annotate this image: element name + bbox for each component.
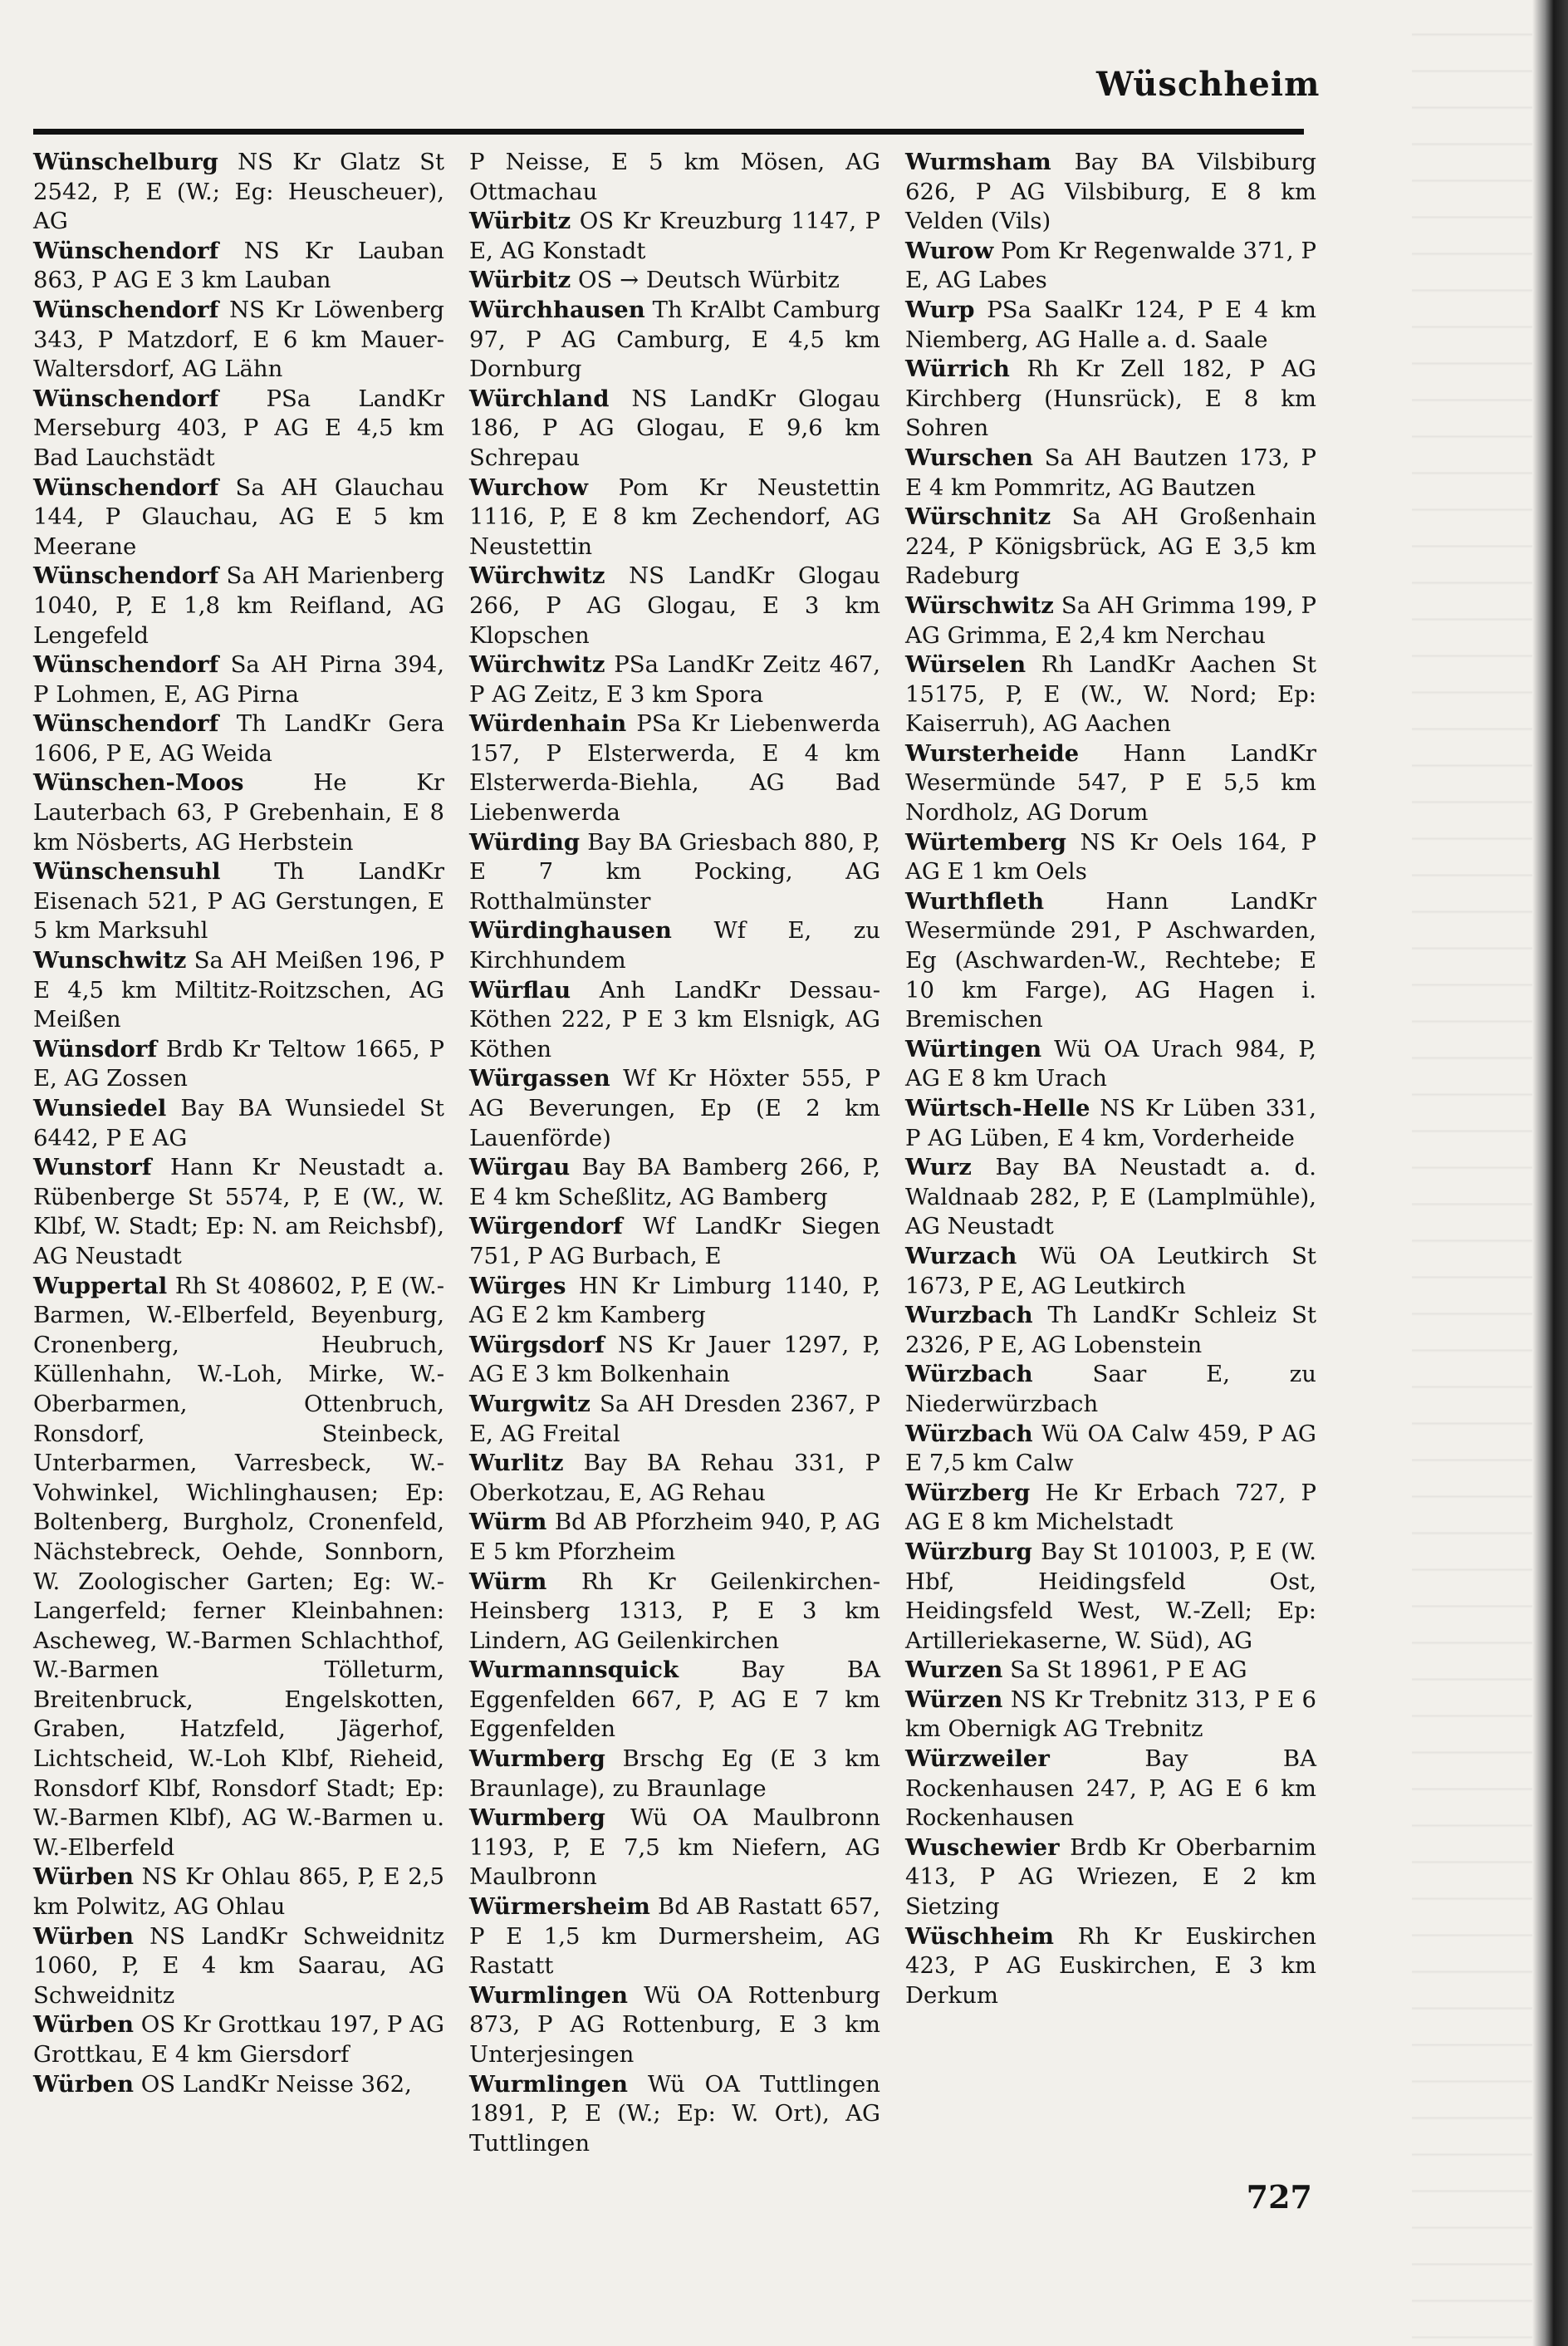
entry-description: Rh Kr Euskirchen 423, P AG Euskirchen, E 3 km Derkum	[905, 1922, 1316, 2009]
entry-place-name: Wunstorf	[33, 1154, 152, 1181]
gazetteer-entry	[905, 1656, 1316, 1686]
gazetteer-entry	[905, 591, 1316, 650]
gazetteer-entry	[905, 1301, 1316, 1360]
entry-place-name: Wurmberg	[469, 1804, 605, 1832]
entry-description: Sa AH Grimma 199, P AG Grimma, E 2,4 km Nerchau	[905, 591, 1316, 649]
gazetteer-entry	[33, 474, 444, 562]
entry-place-name: Wünschendorf	[33, 651, 219, 679]
entry-place-name: Würges	[469, 1272, 566, 1299]
entry-place-name: Würrich	[905, 356, 1010, 383]
entry-description: Bay BA Griesbach 880, P, E 7 km Pocking, AG Rotthalmünster	[469, 828, 881, 915]
gazetteer-entry	[905, 650, 1316, 739]
entry-place-name: Würbitz	[469, 208, 571, 235]
entry-place-name: Wüschheim	[905, 1922, 1055, 1950]
gazetteer-entry	[469, 562, 880, 650]
entry-place-name: Wünschendorf	[33, 296, 219, 323]
gazetteer-entry	[469, 266, 880, 296]
gazetteer-entry	[905, 1922, 1316, 2011]
entry-description: Hann LandKr Wesermünde 291, P Aschwarden, Eg (Aschwarden-W., Rechtebe; E 10 km Farge), AG Hagen i. Bremischen	[905, 887, 1316, 1033]
entry-description: Sa AH Marienberg 1040, P, E 1,8 km Reifland, AG Lengefeld	[33, 562, 444, 649]
gazetteer-entry	[33, 2070, 444, 2100]
entry-place-name: Wurgwitz	[469, 1390, 590, 1417]
entry-description: Sa AH Großenhain 224, P Königsbrück, AG E 3,5 km Radeburg	[905, 503, 1316, 590]
binding-edge-shadow	[1532, 0, 1568, 2346]
gazetteer-entry	[33, 1153, 444, 1271]
entry-description: Sa AH Meißen 196, P E 4,5 km Miltitz-Roitzschen, AG Meißen	[33, 947, 445, 1033]
entry-description: Brdb Kr Teltow 1665, P E, AG Zossen	[33, 1035, 444, 1092]
entry-description: Wü OA Rottenburg 873, P AG Rottenburg, E 3 km Unterjesingen	[469, 1981, 880, 2068]
entry-place-name: Wurmannsquick	[469, 1656, 679, 1684]
entry-description: Wü OA Urach 984, P, AG E 8 km Urach	[905, 1035, 1316, 1092]
gazetteer-entry	[33, 946, 444, 1035]
entry-description: Rh St 408602, P, E (W.-Barmen, W.-Elberfeld, Beyenburg, Cronenberg, Heubruch, Küllenhahn, W.-Loh, Mirke, W.-Oberbarmen, Ottenbruch, Ronsdorf, Steinbeck, Unterbarmen, Varresbeck, W.-Vohwinkel, Wichlinghausen; Ep: Boltenberg, Burgholz, Cronenfeld, Nächstebreck, Oehde, Sonnborn, W. Zoologischer Garten; Eg: W.-Langerfeld; ferner Kleinbahnen: Ascheweg, W.-Barmen Schlachthof, W.-Barmen Tölleturm, Breitenbruck, Engelskotten, Graben, Hatzfeld, Jägerhof, Lichtscheid, W.-Loh Klbf, Rieheid, Ronsdorf Klbf, Ronsdorf Stadt; Ep: W.-Barmen Klbf), AG W.-Barmen u. W.-Elberfeld	[33, 1272, 444, 1861]
entry-place-name: Wünschen-Moos	[33, 769, 244, 797]
gazetteer-entry	[33, 148, 444, 237]
entry-description: NS Kr Lüben 331, P AG Lüben, E 4 km, Vorderheide	[905, 1095, 1317, 1151]
entry-description: NS Kr Glatz St 2542, P, E (W.; Eg: Heuscheuer), AG	[33, 149, 444, 235]
gazetteer-entry	[33, 296, 444, 385]
entry-description: Bay BA Eggenfelden 667, P, AG E 7 km Eggenfelden	[469, 1656, 880, 1743]
entry-description: Pom Kr Regenwalde 371, P E, AG Labes	[905, 237, 1316, 294]
gazetteer-entry	[905, 828, 1316, 887]
entry-place-name: Wurmlingen	[469, 1981, 628, 2009]
entry-description: Sa AH Dresden 2367, P E, AG Freital	[469, 1390, 880, 1447]
gazetteer-entry	[469, 1981, 880, 2070]
gazetteer-entry	[469, 916, 880, 975]
gazetteer-entry	[469, 474, 880, 562]
entry-description: OS Kr Grottkau 197, P AG Grottkau, E 4 km Giersdorf	[33, 2011, 444, 2068]
entry-place-name: Würselen	[905, 651, 1027, 679]
gazetteer-entry	[469, 709, 880, 827]
entry-place-name: Würben	[33, 2011, 134, 2039]
gazetteer-entry	[905, 503, 1316, 591]
entry-place-name: Würtingen	[905, 1035, 1042, 1063]
entry-place-name: Würgassen	[469, 1065, 610, 1092]
entry-description: Rh LandKr Aachen St 15175, P, E (W., W. Nord; Ep: Kaiserruh), AG Aachen	[905, 651, 1316, 738]
entry-description: Bay BA Wunsiedel St 6442, P E AG	[33, 1095, 444, 1151]
entry-description: PSa LandKr Merseburg 403, P AG E 4,5 km Bad Lauchstädt	[33, 385, 444, 471]
entry-description: NS Kr Trebnitz 313, P E 6 km Obernigk AG Trebnitz	[905, 1686, 1316, 1743]
entry-place-name: Würchwitz	[469, 651, 605, 679]
entry-description: Rh Kr Zell 182, P AG Kirchberg (Hunsrück), E 8 km Sohren	[905, 356, 1316, 442]
column-3	[905, 148, 1316, 2010]
gazetteer-entry	[905, 1035, 1316, 1094]
entry-description: Wf E, zu Kirchhundem	[469, 917, 880, 974]
gazetteer-entry	[905, 1479, 1316, 1538]
entry-description: Bay BA Bamberg 266, P, E 4 km Scheßlitz, AG Bamberg	[469, 1154, 880, 1210]
entry-place-name: Wünschensuhl	[33, 858, 221, 886]
gazetteer-entry	[905, 1686, 1316, 1745]
entry-place-name: Wurp	[905, 296, 975, 323]
entry-description: He Kr Lauterbach 63, P Grebenhain, E 8 km Nösberts, AG Herbstein	[33, 769, 444, 856]
gazetteer-entry	[33, 237, 444, 296]
gazetteer-entry	[469, 1656, 880, 1745]
entry-place-name: Würben	[33, 1922, 134, 1950]
entry-place-name: Wunsiedel	[33, 1095, 167, 1121]
gazetteer-entry	[469, 1212, 880, 1271]
entry-place-name: Würzweiler	[905, 1745, 1050, 1773]
page-edge-texture	[1412, 0, 1532, 2346]
entry-description: Wü OA Maulbronn 1193, P, E 7,5 km Niefern, AG Maulbronn	[469, 1804, 880, 1891]
gazetteer-entry	[469, 1331, 880, 1390]
entry-place-name: Würschwitz	[905, 591, 1054, 619]
entry-place-name: Würzburg	[905, 1538, 1032, 1565]
entry-description: OS Kr Kreuzburg 1147, P E, AG Konstadt	[469, 208, 881, 264]
entry-description: NS Kr Jauer 1297, P, AG E 3 km Bolkenhain	[469, 1331, 880, 1388]
entry-place-name: Wunschwitz	[33, 947, 187, 974]
gazetteer-entry	[905, 355, 1316, 444]
gazetteer-entry	[469, 650, 880, 709]
gazetteer-entry	[33, 1272, 444, 1863]
entry-place-name: Wurz	[905, 1154, 972, 1181]
gazetteer-entry	[469, 1390, 880, 1449]
entry-description: PSa LandKr Zeitz 467, P AG Zeitz, E 3 km Spora	[469, 651, 880, 708]
entry-place-name: Würchhausen	[469, 296, 645, 323]
entry-place-name: Wurschen	[905, 444, 1033, 471]
entry-description: Th LandKr Gera 1606, P E, AG Weida	[33, 710, 445, 767]
entry-place-name: Wünschendorf	[33, 562, 219, 590]
entry-place-name: Würm	[469, 1568, 547, 1595]
gazetteer-entry	[469, 207, 880, 266]
entry-description: NS Kr Löwenberg 343, P Matzdorf, E 6 km Mauer-Waltersdorf, AG Lähn	[33, 296, 445, 383]
column-2	[469, 148, 880, 2158]
gazetteer-entry	[469, 1892, 880, 1981]
entry-description: Bay BA Neustadt a. d. Waldnaab 282, P, E (Lamplmühle), AG Neustadt	[905, 1154, 1316, 1240]
page-number: 727	[1246, 2178, 1312, 2216]
gazetteer-entry	[469, 1449, 880, 1508]
gazetteer-entry	[905, 1153, 1316, 1242]
entry-description: Bd AB Pforzheim 940, P, AG E 5 km Pforzheim	[469, 1509, 880, 1565]
gazetteer-entry	[33, 768, 444, 857]
entry-description: Bay St 101003, P, E (W. Hbf, Heidingsfeld Ost, Heidingsfeld West, W.-Zell; Ep: Artilleriekaserne, W. Süd), AG	[905, 1538, 1316, 1654]
entry-description: NS Kr Oels 164, P AG E 1 km Oels	[905, 828, 1316, 886]
entry-description: Th LandKr Eisenach 521, P AG Gerstungen, E 5 km Marksuhl	[33, 858, 444, 945]
entry-place-name: Würzbach	[905, 1420, 1033, 1447]
gazetteer-entry	[33, 1094, 444, 1153]
entry-place-name: Würzbach	[905, 1361, 1033, 1388]
entry-place-name: Wünschendorf	[33, 385, 219, 412]
entry-description: NS LandKr Glogau 186, P AG Glogau, E 9,6 km Schrepau	[469, 385, 881, 471]
entry-place-name: Würflau	[469, 976, 571, 1004]
entry-place-name: Wünschendorf	[33, 237, 219, 264]
entry-description: NS Kr Ohlau 865, P, E 2,5 km Polwitz, AG Ohlau	[33, 1863, 444, 1921]
entry-description: Brdb Kr Oberbarnim 413, P AG Wriezen, E 2 km Sietzing	[905, 1833, 1316, 1921]
entry-place-name: Würschnitz	[905, 503, 1051, 531]
entry-description: Saar E, zu Niederwürzbach	[905, 1361, 1316, 1417]
running-head: Wüschheim	[1096, 65, 1321, 104]
entry-place-name: Würdinghausen	[469, 917, 672, 945]
gazetteer-entry	[469, 1804, 880, 1892]
gazetteer-entry	[33, 857, 444, 946]
entry-description: Rh Kr Geilenkirchen-Heinsberg 1313, P, E 3 km Lindern, AG Geilenkirchen	[469, 1568, 880, 1654]
entry-description: Anh LandKr Dessau-Köthen 222, P E 3 km Elsnigk, AG Köthen	[469, 976, 880, 1063]
entry-description: HN Kr Limburg 1140, P, AG E 2 km Kamberg	[469, 1272, 880, 1329]
entry-place-name: Wurzen	[905, 1656, 1003, 1684]
gazetteer-entry	[469, 385, 880, 474]
entry-place-name: Wurzbach	[905, 1302, 1033, 1329]
gazetteer-entry	[469, 296, 880, 385]
entry-description: Th KrAlbt Camburg 97, P AG Camburg, E 4,5 km Dornburg	[469, 296, 880, 383]
gazetteer-entry	[33, 650, 444, 709]
entry-description: Bay BA Vilsbiburg 626, P AG Vilsbiburg, E 8 km Velden (Vils)	[905, 149, 1317, 235]
gazetteer-entry	[469, 1272, 880, 1331]
entry-description: Bay BA Rehau 331, P Oberkotzau, E, AG Rehau	[469, 1450, 880, 1506]
gazetteer-entry	[33, 562, 444, 650]
entry-description: Th LandKr Schleiz St 2326, P E, AG Lobenstein	[905, 1302, 1316, 1358]
entry-description: OS LandKr Neisse 362,	[140, 2070, 412, 2098]
entry-description: Sa St 18961, P E AG	[1010, 1656, 1247, 1684]
entry-description: He Kr Erbach 727, P AG E 8 km Michelstadt	[905, 1479, 1316, 1536]
entry-description: NS Kr Lauban 863, P AG E 3 km Lauban	[33, 237, 444, 294]
entry-place-name: Würben	[33, 1863, 134, 1891]
entry-place-name: Würbitz	[469, 267, 571, 294]
entry-place-name: Würtemberg	[905, 828, 1066, 856]
gazetteer-entry	[905, 1360, 1316, 1419]
entry-place-name: Wurthfleth	[905, 887, 1045, 915]
gazetteer-entry	[469, 1568, 880, 1656]
gazetteer-entry	[469, 1508, 880, 1567]
entry-description: Bay BA Rockenhausen 247, P, AG E 6 km Rockenhausen	[905, 1745, 1316, 1832]
entry-place-name: Würgau	[469, 1154, 571, 1181]
column-1	[33, 148, 444, 2099]
entry-place-name: Wuppertal	[33, 1272, 168, 1299]
gazetteer-entry	[905, 739, 1316, 828]
entry-columns	[33, 148, 1317, 2167]
entry-description: NS LandKr Schweidnitz 1060, P, E 4 km Saarau, AG Schweidnitz	[33, 1922, 444, 2009]
entry-description: Wf Kr Höxter 555, P AG Beverungen, Ep (E 2 km Lauenförde)	[469, 1065, 880, 1151]
gazetteer-entry	[33, 709, 444, 768]
entry-place-name: Wurow	[905, 237, 994, 264]
entry-place-name: Wünschendorf	[33, 474, 219, 501]
gazetteer-entry	[905, 296, 1316, 355]
entry-description: Pom Kr Neustettin 1116, P, E 8 km Zechendorf, AG Neustettin	[469, 474, 880, 560]
gazetteer-entry	[905, 444, 1316, 503]
entry-description: Brschg Eg (E 3 km Braunlage), zu Braunlage	[469, 1745, 880, 1802]
gazetteer-entry	[905, 1094, 1316, 1153]
entry-place-name: Wursterheide	[905, 739, 1080, 767]
entry-description: PSa Kr Liebenwerda 157, P Elsterwerda, E 4 km Elsterwerda-Biehla, AG Bad Liebenwerda	[469, 710, 880, 827]
entry-description: Sa AH Pirna 394, P Lohmen, E, AG Pirna	[33, 651, 444, 708]
entry-place-name: Würm	[469, 1509, 547, 1536]
entry-description: Wü OA Tuttlingen 1891, P, E (W.; Ep: W. Ort), AG Tuttlingen	[469, 2070, 880, 2157]
entry-description: Wf LandKr Siegen 751, P AG Burbach, E	[469, 1213, 880, 1269]
header-rule	[33, 129, 1304, 135]
entry-place-name: Würgendorf	[469, 1213, 623, 1240]
entry-place-name: Würben	[33, 2070, 134, 2098]
gazetteer-entry	[905, 148, 1316, 237]
entry-place-name: Wurlitz	[469, 1450, 564, 1477]
entry-place-name: Wünschelburg	[33, 149, 218, 175]
entry-description: Wü OA Leutkirch St 1673, P E, AG Leutkirch	[905, 1242, 1316, 1299]
gazetteer-entry	[469, 1064, 880, 1153]
entry-place-name: Wurmlingen	[469, 2070, 628, 2098]
entry-place-name: Wurzach	[905, 1242, 1017, 1269]
entry-place-name: Würgsdorf	[469, 1331, 605, 1358]
gazetteer-entry	[469, 828, 880, 917]
entry-place-name: Wünsdorf	[33, 1035, 158, 1063]
entry-place-name: Würzen	[905, 1686, 1003, 1713]
gazetteer-entry	[905, 887, 1316, 1035]
gazetteer-entry	[33, 385, 444, 474]
entry-place-name: Würtsch-Helle	[905, 1095, 1090, 1121]
entry-description: Hann LandKr Wesermünde 547, P E 5,5 km Nordholz, AG Dorum	[905, 739, 1316, 827]
entry-description: P Neisse, E 5 km Mösen, AG Ottmachau	[469, 149, 880, 205]
entry-description: Bd AB Rastatt 657, P E 1,5 km Durmersheim, AG Rastatt	[469, 1893, 880, 1980]
entry-place-name: Würzberg	[905, 1479, 1031, 1506]
entry-description: OS → Deutsch Würbitz	[578, 267, 840, 294]
entry-place-name: Wuschewier	[905, 1833, 1060, 1861]
entry-place-name: Würdenhain	[469, 710, 627, 738]
entry-place-name: Wurmberg	[469, 1745, 605, 1773]
entry-place-name: Würchwitz	[469, 562, 605, 590]
entry-place-name: Wurchow	[469, 474, 589, 501]
gazetteer-entry	[905, 1833, 1316, 1922]
entry-place-name: Würding	[469, 828, 581, 856]
entry-description: NS LandKr Glogau 266, P AG Glogau, E 3 km Klopschen	[469, 562, 880, 649]
entry-description: Sa AH Bautzen 173, P E 4 km Pommritz, AG Bautzen	[905, 444, 1316, 501]
gazetteer-entry	[905, 237, 1316, 296]
entry-description: Sa AH Glauchau 144, P Glauchau, AG E 5 km Meerane	[33, 474, 444, 560]
gazetteer-entry	[905, 1538, 1316, 1656]
gazetteer-entry	[33, 2010, 444, 2069]
gazetteer-entry	[905, 1242, 1316, 1301]
entry-place-name: Würchland	[469, 385, 610, 412]
gazetteer-entry	[33, 1922, 444, 2011]
gazetteer-entry	[469, 1745, 880, 1804]
entry-place-name: Wünschendorf	[33, 710, 219, 738]
entry-description: PSa SaalKr 124, P E 4 km Niemberg, AG Halle a. d. Saale	[905, 296, 1316, 353]
gazetteer-entry	[905, 1420, 1316, 1479]
gazetteer-entry	[905, 1745, 1316, 1833]
gazetteer-entry	[33, 1863, 444, 1921]
entry-place-name: Würmersheim	[469, 1893, 650, 1921]
gazetteer-entry	[469, 976, 880, 1065]
entry-description: Hann Kr Neustadt a. Rübenberge St 5574, P, E (W., W. Klbf, W. Stadt; Ep: N. am Reichsbf), AG Neustadt	[33, 1154, 444, 1269]
gazetteer-entry	[469, 2070, 880, 2159]
gazetteer-entry	[33, 1035, 444, 1094]
entry-place-name: Wurmsham	[905, 149, 1051, 175]
gazetteer-entry	[469, 148, 880, 207]
entry-description: Wü OA Calw 459, P AG E 7,5 km Calw	[905, 1420, 1316, 1477]
gazetteer-entry	[469, 1153, 880, 1212]
